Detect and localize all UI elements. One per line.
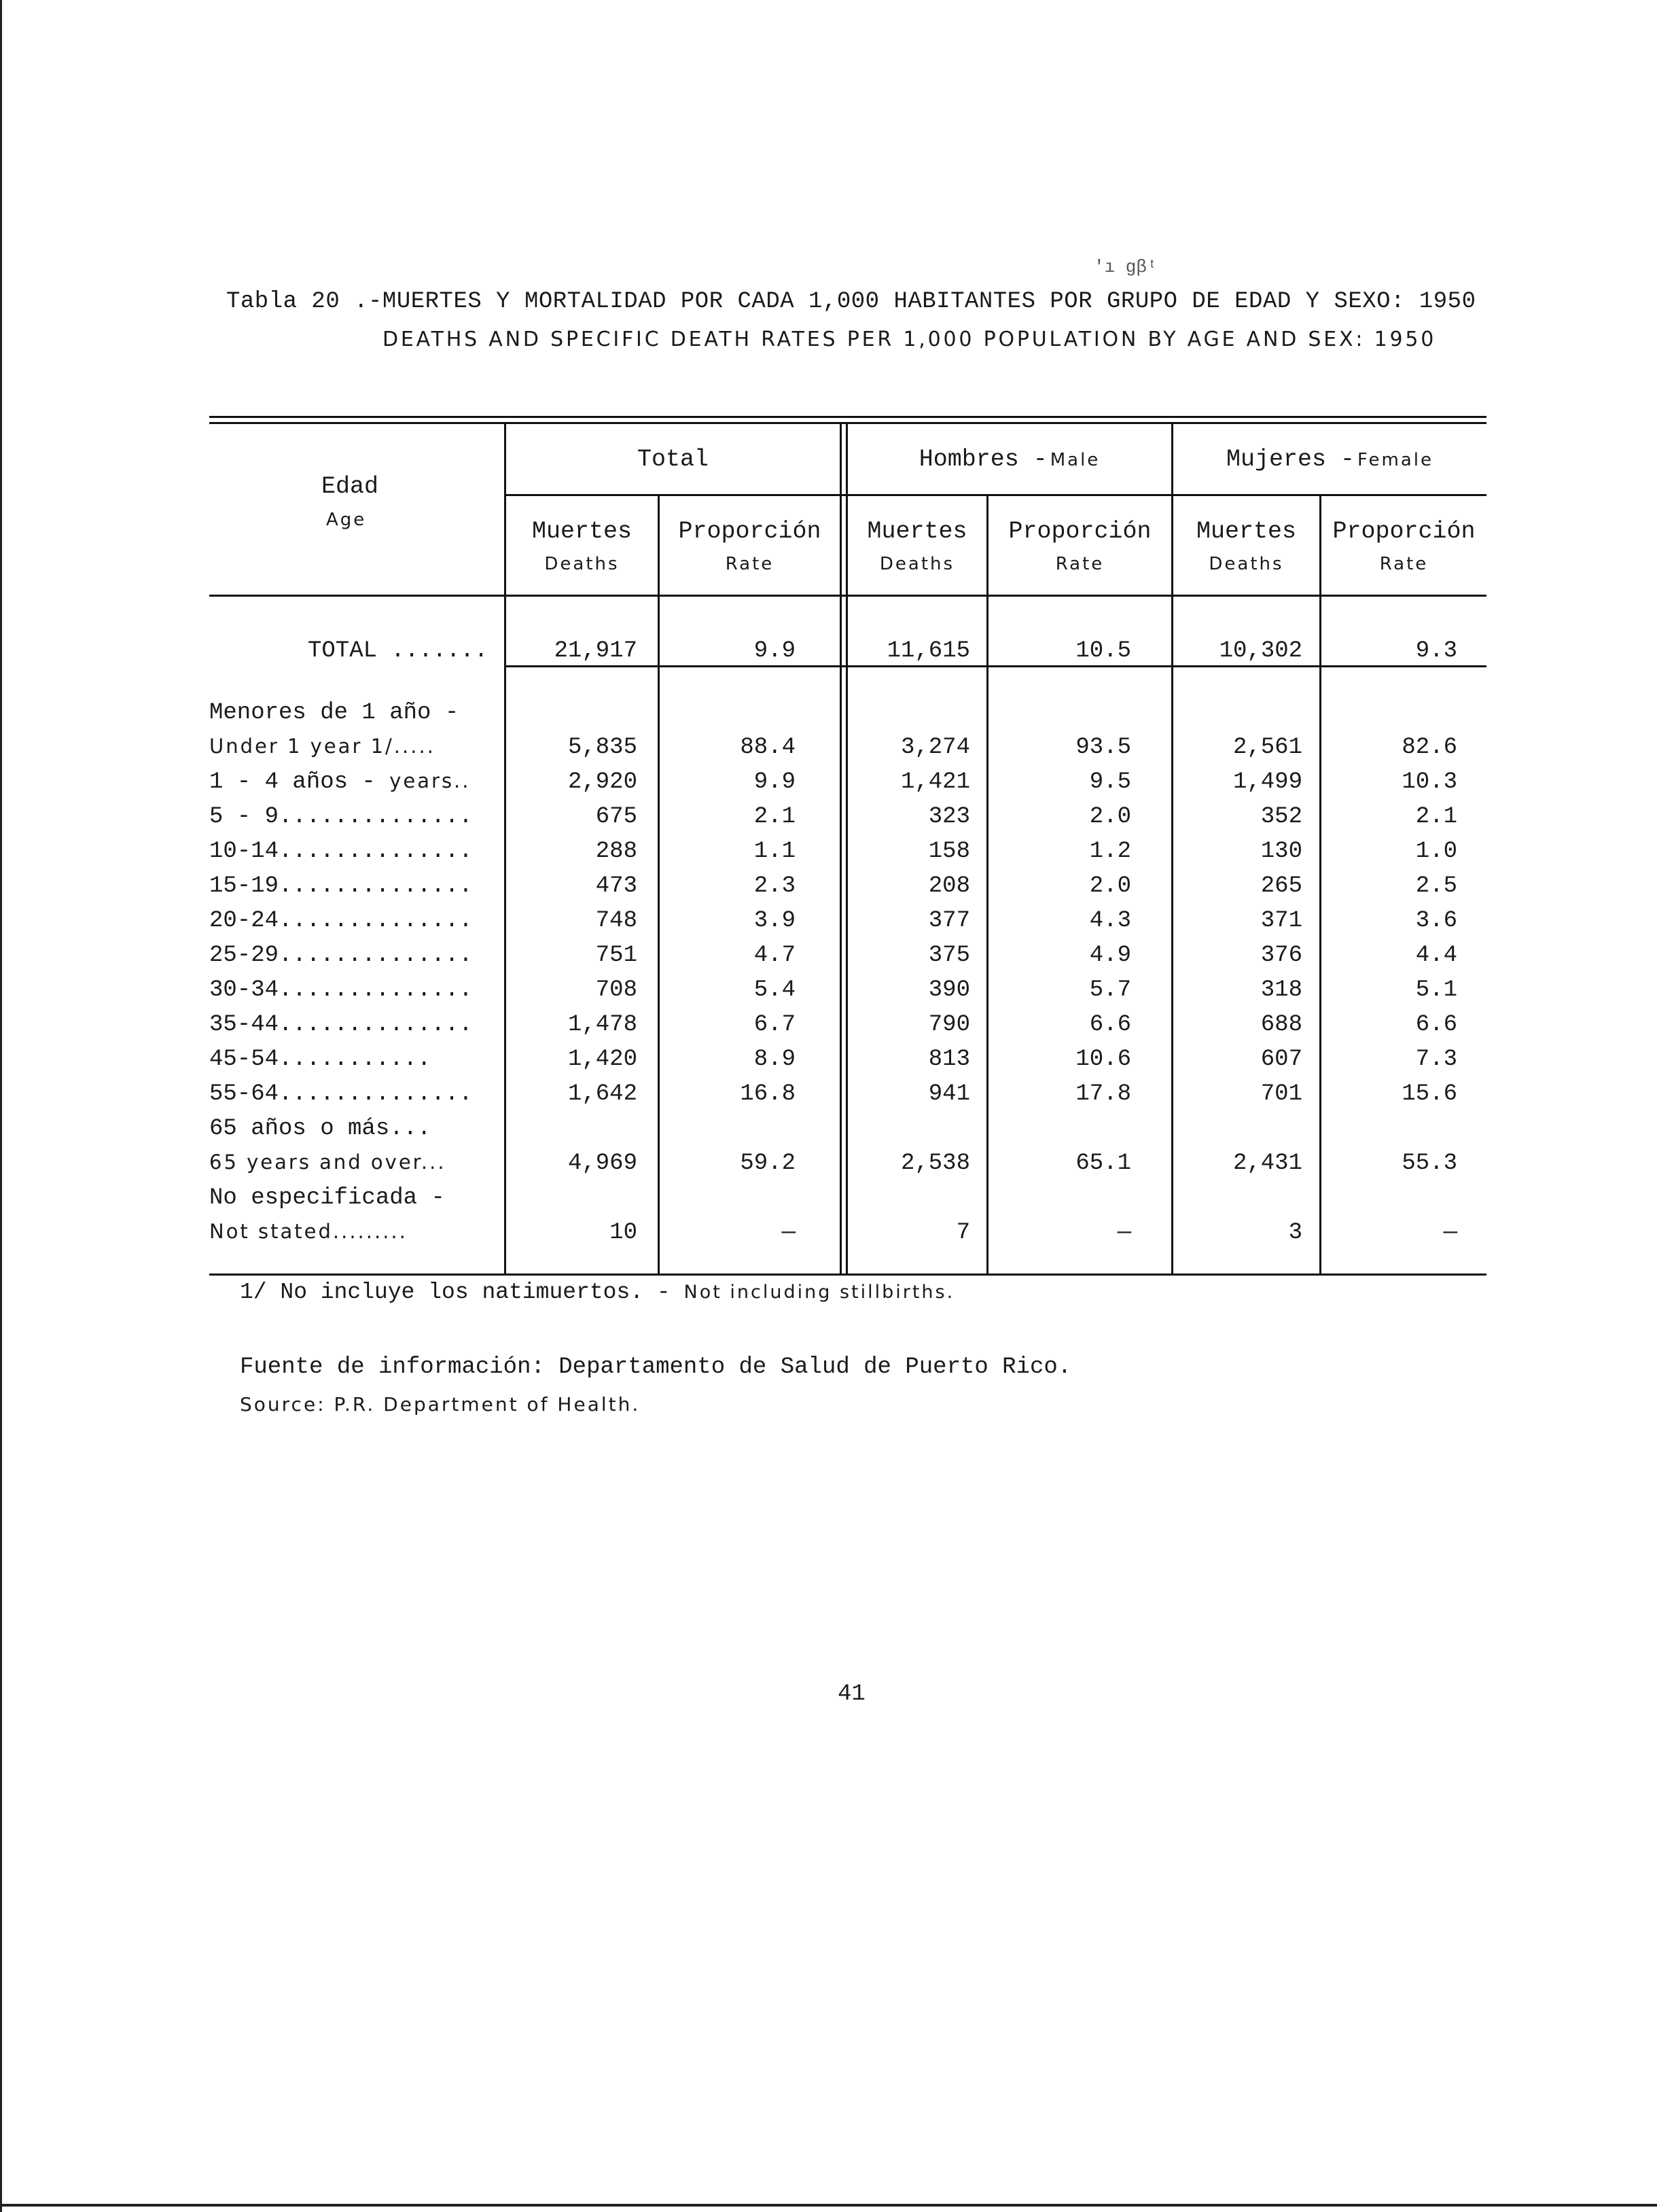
source-es: Fuente de información: Departamento de Salud de Puerto Rico.	[240, 1354, 1072, 1380]
scan-edge-bottom	[0, 2204, 1657, 2207]
scan-edge-left	[0, 0, 2, 2212]
age-header-en: Age	[326, 510, 367, 530]
age-header-es: Edad	[321, 473, 379, 500]
group-header-female-en: Female	[1357, 450, 1434, 470]
subheader-male-rate-es: Proporción	[1008, 518, 1152, 545]
table-cell: 813	[928, 1047, 970, 1072]
group-header-male-en: Male	[1050, 450, 1101, 470]
group-header-female-es: Mujeres -	[1226, 446, 1355, 473]
table-cell: 376	[1260, 943, 1302, 968]
row-label: 55-64..............	[209, 1081, 473, 1107]
footnote	[240, 1280, 955, 1305]
rule-top-1	[209, 416, 1486, 418]
row-label: 25-29..............	[209, 943, 473, 968]
table-cell: 1,642	[567, 1081, 637, 1107]
table-cell: 88.4	[740, 735, 796, 760]
table-cell: 55.3	[1402, 1151, 1457, 1176]
footnote-en: Not including stillbirths.	[683, 1282, 955, 1303]
row-label: 45-54...........	[209, 1047, 431, 1072]
table-cell: 2,431	[1232, 1151, 1302, 1176]
row-label	[209, 769, 471, 795]
table-cell: 158	[928, 839, 970, 864]
table-cell: 8.9	[753, 1047, 796, 1072]
total-row-value: 11,615	[887, 638, 970, 664]
group-header-male	[848, 446, 1171, 473]
table-cell: —	[1443, 1220, 1457, 1246]
total-row-label: TOTAL .......	[308, 638, 488, 664]
table-cell: 65.1	[1075, 1151, 1131, 1176]
table-cell: 6.6	[1415, 1012, 1457, 1038]
row-label: 5 - 9..............	[209, 804, 473, 830]
table-cell: 15.6	[1402, 1081, 1457, 1107]
table-cell: 5,835	[567, 735, 637, 760]
table-cell: 288	[595, 839, 637, 864]
table-cell: 473	[595, 873, 637, 899]
total-row-value: 10.5	[1075, 638, 1131, 664]
table-cell: 7.3	[1415, 1047, 1457, 1072]
table-cell: 265	[1260, 873, 1302, 899]
row-label: 10-14..............	[209, 839, 473, 864]
table-title-english: DEATHS AND SPECIFIC DEATH RATES PER 1,000 POPULATION BY AGE AND SEX: 1950	[382, 328, 1437, 351]
table-cell: 1,478	[567, 1012, 637, 1038]
row-label: 30-34..............	[209, 977, 473, 1003]
subheader-total-rate-en: Rate	[725, 554, 774, 574]
table-cell: 1,420	[567, 1047, 637, 1072]
table-cell: 5.4	[753, 977, 796, 1003]
table-cell: 1.0	[1415, 839, 1457, 864]
table-cell: 701	[1260, 1081, 1302, 1107]
row-label-en: years..	[389, 769, 471, 792]
vline-total-right-a	[840, 422, 842, 1274]
table-cell: 3,274	[900, 735, 970, 760]
total-row-value: 9.3	[1415, 638, 1457, 664]
table-cell: 16.8	[740, 1081, 796, 1107]
table-cell: 9.9	[753, 769, 796, 795]
subheader-female-deaths-es: Muertes	[1196, 518, 1297, 545]
page-number: 41	[838, 1681, 866, 1707]
group-header-male-es: Hombres -	[919, 446, 1048, 473]
subheader-male-deaths-en: Deaths	[879, 554, 955, 574]
table-cell: —	[1117, 1220, 1131, 1246]
rule-total-bottom	[504, 665, 1486, 667]
total-row-value: 9.9	[753, 638, 796, 664]
row-label-es: 65 años o más...	[209, 1116, 431, 1142]
subheader-male-deaths-es: Muertes	[867, 518, 967, 545]
table-cell: 675	[595, 804, 637, 830]
table-cell: —	[781, 1220, 796, 1246]
table-cell: 130	[1260, 839, 1302, 864]
row-label-en: 65 years and over...	[209, 1151, 446, 1174]
death-rates-table	[209, 416, 1486, 1277]
rule-header-bottom	[209, 595, 1486, 597]
table-cell: 17.8	[1075, 1081, 1131, 1107]
table-cell: 2.0	[1089, 873, 1131, 899]
table-cell: 352	[1260, 804, 1302, 830]
table-cell: 4.3	[1089, 908, 1131, 934]
table-cell: 2.1	[753, 804, 796, 830]
table-cell: 318	[1260, 977, 1302, 1003]
table-cell: 3.6	[1415, 908, 1457, 934]
row-label-es: No especificada -	[209, 1185, 445, 1211]
row-label-es: 1 - 4 años -	[209, 769, 376, 795]
table-cell: 208	[928, 873, 970, 899]
subheader-total-deaths-es: Muertes	[531, 518, 632, 545]
rule-bottom	[209, 1274, 1486, 1276]
table-cell: 10	[609, 1220, 637, 1246]
table-cell: 2.1	[1415, 804, 1457, 830]
row-label: 15-19..............	[209, 873, 473, 899]
table-cell: 3	[1288, 1220, 1302, 1246]
table-cell: 2.5	[1415, 873, 1457, 899]
subheader-total-deaths-en: Deaths	[544, 554, 620, 574]
table-cell: 82.6	[1402, 735, 1457, 760]
row-label-es: Menores de 1 año -	[209, 700, 459, 726]
table-cell: 59.2	[740, 1151, 796, 1176]
subheader-total-rate-es: Proporción	[678, 518, 821, 545]
table-cell: 790	[928, 1012, 970, 1038]
header-mark: 'ı ɡβᵗ	[1094, 257, 1158, 277]
table-cell: 2,920	[567, 769, 637, 795]
table-cell: 2,538	[900, 1151, 970, 1176]
table-cell: 941	[928, 1081, 970, 1107]
table-cell: 5.1	[1415, 977, 1457, 1003]
table-cell: 375	[928, 943, 970, 968]
row-label-en: Under 1 year 1/.....	[209, 735, 435, 758]
table-cell: 2.0	[1089, 804, 1131, 830]
table-cell: 4.9	[1089, 943, 1131, 968]
table-cell: 3.9	[753, 908, 796, 934]
table-cell: 4.4	[1415, 943, 1457, 968]
table-cell: 7	[956, 1220, 970, 1246]
table-cell: 377	[928, 908, 970, 934]
table-cell: 2.3	[753, 873, 796, 899]
group-header-female	[1173, 446, 1486, 473]
row-label-en: Not stated.........	[209, 1220, 408, 1243]
subheader-male-rate-en: Rate	[1055, 554, 1105, 574]
table-cell: 1,421	[900, 769, 970, 795]
table-cell: 5.7	[1089, 977, 1131, 1003]
group-header-total: Total	[637, 446, 709, 473]
rule-group-bottom	[504, 494, 1486, 496]
rule-top-2	[209, 422, 1486, 424]
table-cell: 1.2	[1089, 839, 1131, 864]
table-cell: 607	[1260, 1047, 1302, 1072]
table-cell: 748	[595, 908, 637, 934]
table-cell: 371	[1260, 908, 1302, 934]
table-cell: 6.6	[1089, 1012, 1131, 1038]
table-cell: 751	[595, 943, 637, 968]
table-cell: 4,969	[567, 1151, 637, 1176]
row-label: 20-24..............	[209, 908, 473, 934]
table-cell: 323	[928, 804, 970, 830]
table-cell: 93.5	[1075, 735, 1131, 760]
table-cell: 2,561	[1232, 735, 1302, 760]
footnote-es: 1/ No incluye los natimuertos. -	[240, 1280, 671, 1305]
table-cell: 1.1	[753, 839, 796, 864]
table-title-spanish: Tabla 20 .-MUERTES Y MORTALIDAD POR CADA 1,000 HABITANTES POR GRUPO DE EDAD Y SEXO: 1950	[226, 289, 1476, 315]
source-en: Source: P.R. Department of Health.	[240, 1393, 641, 1416]
row-label: 35-44..............	[209, 1012, 473, 1038]
table-cell: 9.5	[1089, 769, 1131, 795]
total-row-value: 10,302	[1219, 638, 1302, 664]
subheader-female-deaths-en: Deaths	[1209, 554, 1284, 574]
table-cell: 10.6	[1075, 1047, 1131, 1072]
table-cell: 10.3	[1402, 769, 1457, 795]
table-cell: 4.7	[753, 943, 796, 968]
total-row-value: 21,917	[554, 638, 637, 664]
table-cell: 708	[595, 977, 637, 1003]
subheader-female-rate-en: Rate	[1379, 554, 1429, 574]
table-cell: 6.7	[753, 1012, 796, 1038]
subheader-female-rate-es: Proporción	[1332, 518, 1476, 545]
table-cell: 1,499	[1232, 769, 1302, 795]
table-cell: 688	[1260, 1012, 1302, 1038]
table-cell: 390	[928, 977, 970, 1003]
